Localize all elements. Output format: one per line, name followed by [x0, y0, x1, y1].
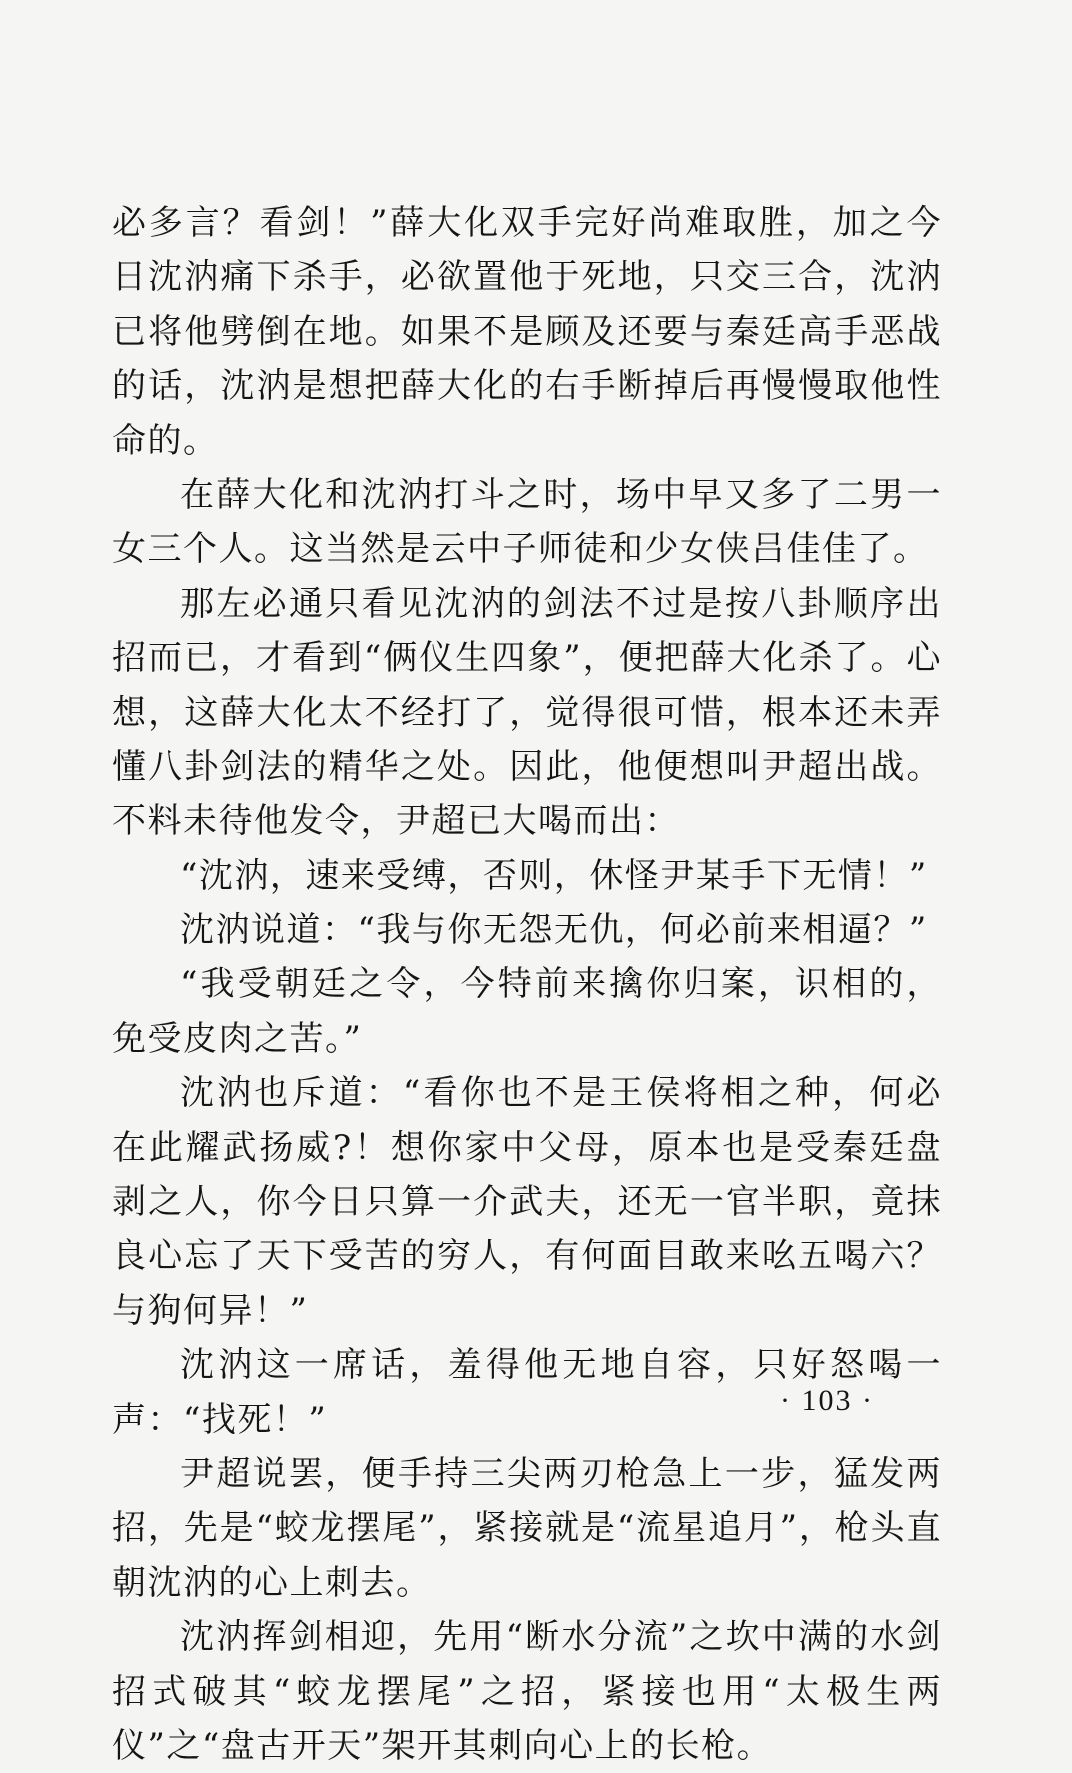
paragraph: 沈汭也斥道：“看你也不是王侯将相之种，何必在此耀武扬威?！想你家中父母，原本也是受秦廷盘剥之人，你今日只算一介武夫，还无一官半职，竟抹良心忘了天下受苦的穷人，有何面目敢来吆五喝六？与狗何异！”: [112, 1073, 942, 1331]
paragraph: “我受朝廷之令，今特前来擒你归案，识相的，免受皮肉之苦。”: [112, 964, 942, 1059]
body-text: [112, 196, 942, 1773]
page-number: · 103 ·: [780, 1384, 874, 1417]
paragraph: 在薛大化和沈汭打斗之时，场中早又多了二男一女三个人。这当然是云中子师徒和少女侠吕佳佳了。: [112, 474, 942, 570]
paragraph-continued: 必多言？看剑！”薛大化双手完好尚难取胜，加之今日沈汭痛下杀手，必欲置他于死地，只交三合，沈汭已将他劈倒在地。如果不是顾及还要与秦廷高手恶战的话，沈汭是想把薛大化的右手断掉后再慢慢取他性命的。: [112, 203, 942, 461]
paragraph: 尹超说罢，便手持三尖两刃枪急上一步，猛发两招，先是“蛟龙摆尾”，紧接就是“流星追月”，枪头直朝沈汭的心上刺去。: [112, 1453, 942, 1603]
paragraph: 沈汭挥剑相迎，先用“断水分流”之坎中满的水剑招式破其“蛟龙摆尾”之招，紧接也用“太极生两仪”之“盘古开天”架开其刺向心上的长枪。: [112, 1617, 942, 1766]
paragraph: 沈汭这一席话，羞得他无地自容，只好怒喝一声：“找死！”: [112, 1345, 942, 1440]
paragraph: “沈汭，速来受缚，否则，休怪尹某手下无情！”: [180, 855, 928, 896]
paragraph: 那左必通只看见沈汭的剑法不过是按八卦顺序出招而已，才看到“俩仪生四象”，便把薛大化杀了。心想，这薛大化太不经打了，觉得很可惜，根本还未弄懂八卦剑法的精华之处。因此，他便想叫尹超出战。不料未待他发令，尹超已大喝而出：: [112, 583, 942, 842]
paragraph: 沈汭说道：“我与你无怨无仇，何必前来相逼？”: [180, 910, 928, 951]
